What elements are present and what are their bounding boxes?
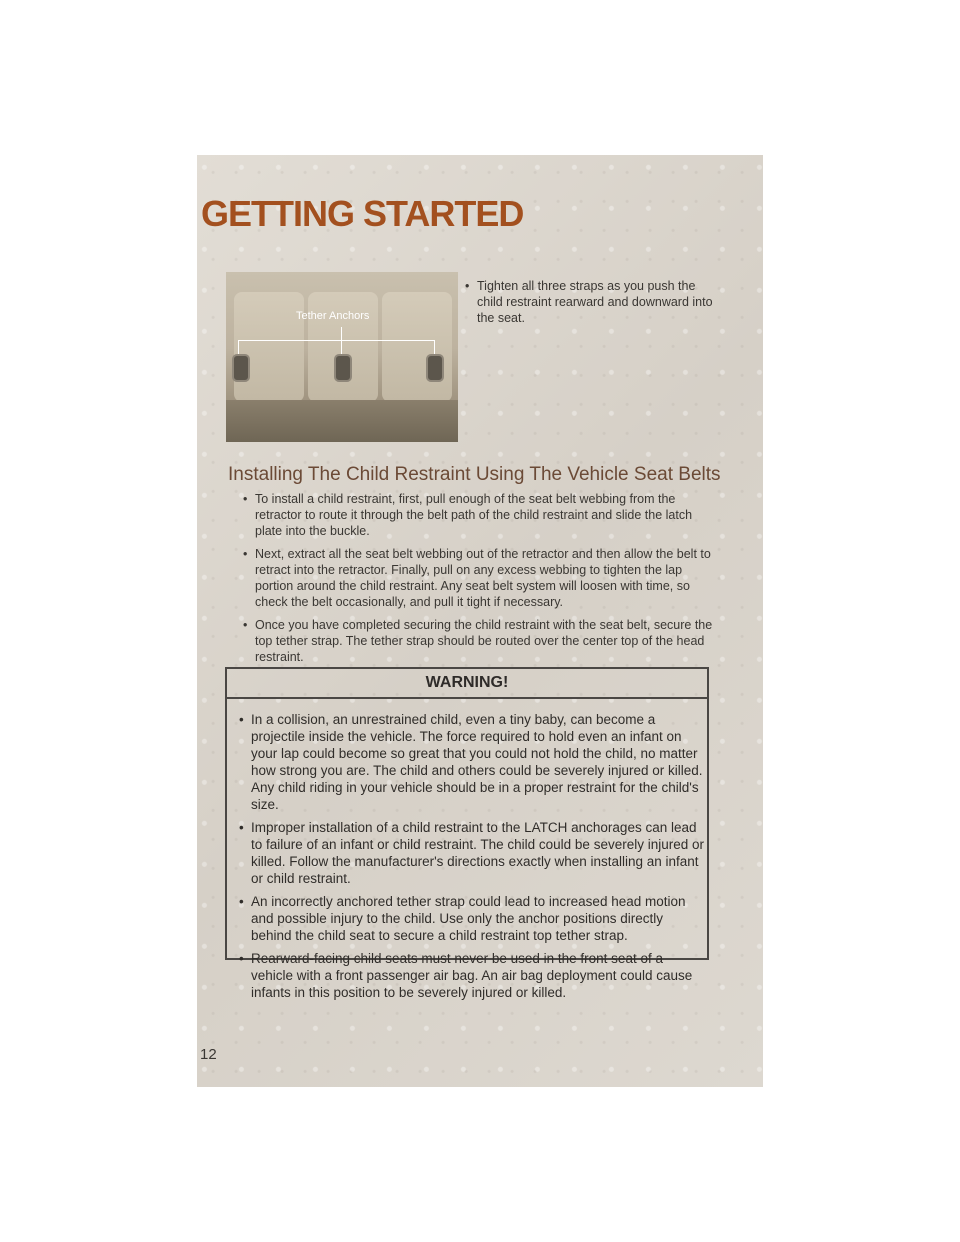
seatback-center <box>308 292 378 402</box>
cargo-floor <box>226 400 458 442</box>
page-number: 12 <box>200 1046 217 1063</box>
anchor-center <box>334 354 352 382</box>
page-header: GETTING STARTED <box>201 193 524 234</box>
warning-box <box>225 667 709 1000</box>
list-item: • Once you have completed securing the child restraint with the seat belt, secure the top tether strap. The tether strap should be routed over the center top of the head restraint. <box>243 617 713 665</box>
anchor-left <box>232 354 250 382</box>
list-item: • In a collision, an unrestrained child, even a tiny baby, can become a projectile inside the vehicle. The force required to hold even an infant on your lap could become so great that you could not hold the child, no matter how strong you are. The child and others could be severely injured or killed. Any child riding in your vehicle should be in a proper restraint for the child's size. <box>239 711 704 813</box>
manual-page <box>197 155 763 1087</box>
callout-line <box>238 340 434 341</box>
tether-anchors-photo <box>226 272 458 442</box>
callout-line-right <box>434 340 435 354</box>
list-item: • Improper installation of a child restraint to the LATCH anchorages can lead to failure of an infant or child restraint. The child could be severely injured or killed. Follow the manufacturer's directions exactly when installing an infant or child restraint. <box>239 819 704 887</box>
list-item: • Tighten all three straps as you push the child restraint rearward and downward into the seat. <box>465 278 720 326</box>
list-item: • An incorrectly anchored tether strap could lead to increased head motion and possible injury to the child. Use only the anchor positions directly behind the child seat to secure a child restraint top tether strap. <box>239 893 704 944</box>
tether-anchors-label: Tether Anchors <box>296 310 370 322</box>
warning-title: WARNING! <box>227 669 707 699</box>
callout-line-center <box>341 327 342 354</box>
section-list <box>243 491 713 672</box>
seatback-left <box>234 292 304 402</box>
warning-list <box>239 711 704 1007</box>
top-bullet-list <box>465 278 720 333</box>
section-title: Installing The Child Restraint Using The Vehicle Seat Belts <box>228 464 721 485</box>
callout-line-left <box>238 340 239 354</box>
list-item: • Rearward-facing child seats must never be used in the front seat of a vehicle with a front passenger air bag. An air bag deployment could cause infants in this position to be severely injured or killed. <box>239 950 704 1001</box>
list-item: • Next, extract all the seat belt webbing out of the retractor and then allow the belt to retract into the retractor. Finally, pull on any excess webbing to tighten the lap portion around the child restraint. Any seat belt system will loosen with time, so check the belt occasionally, and pull it tight if necessary. <box>243 546 713 610</box>
anchor-right <box>426 354 444 382</box>
seatback-right <box>382 292 452 402</box>
list-item: • To install a child restraint, first, pull enough of the seat belt webbing from the retractor to route it through the belt path of the child restraint and slide the latch plate into the buckle. <box>243 491 713 539</box>
